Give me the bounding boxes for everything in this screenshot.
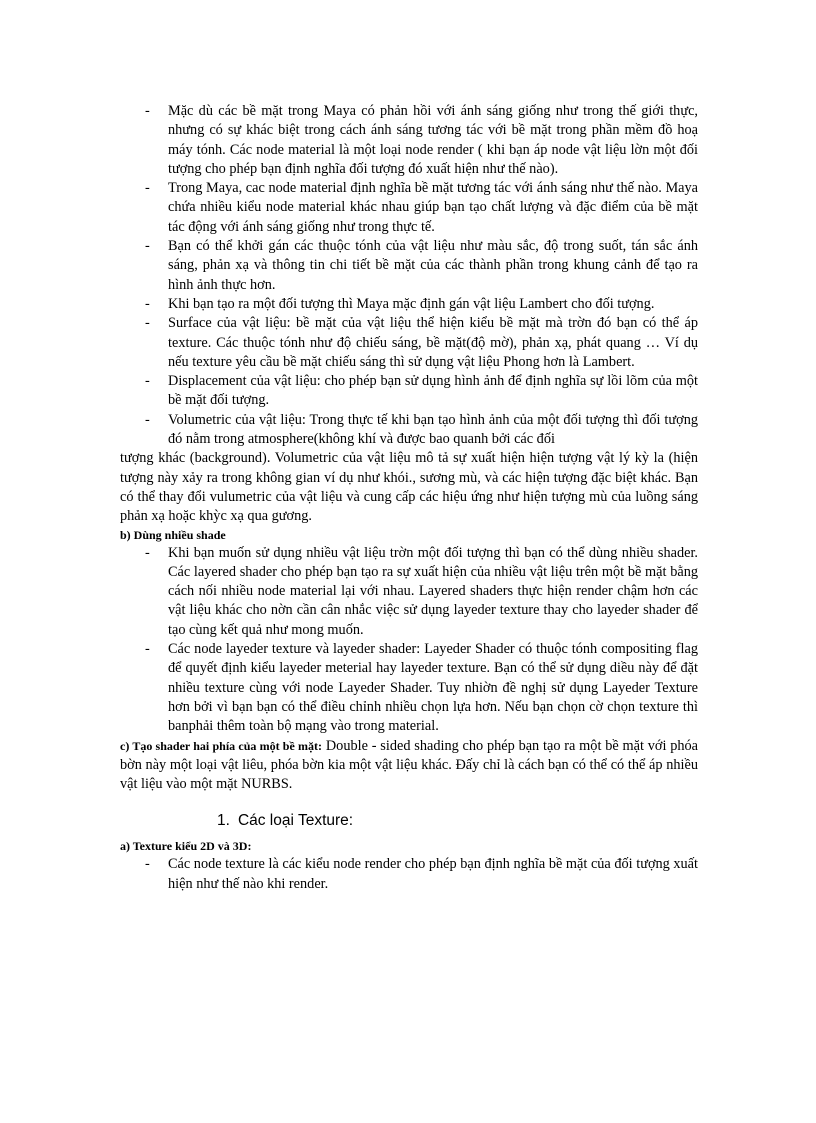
list-item (120, 295, 698, 314)
list-item-text: Trong Maya, cac node material định nghĩa bề mặt tương tác với ánh sáng như thế nào. Maya chứa nhiều kiểu node material khác nhau giúp bạn tạo chất lượng và đặc điểm của bề mặt tác động với ánh sáng giống như trong thực tế. (168, 180, 698, 235)
list-item (120, 372, 698, 411)
list-item (120, 179, 698, 237)
list-dash: - (145, 295, 150, 312)
list-item-text: Displacement của vật liệu: cho phép bạn sử dụng hình ảnh để định nghĩa sự lồi lõm của một bề mặt đối tượng. (168, 373, 698, 409)
list-dash: - (145, 641, 150, 658)
list-dash: - (145, 373, 150, 390)
material-list (120, 102, 698, 449)
list-item-text: Volumetric của vật liệu: Trong thực tế khi bạn tạo hình ảnh của một đối tượng thì đối tượng đó nằm trong atmosphere(không khí và được bao quanh bởi các đối (168, 411, 698, 448)
list-item (120, 411, 698, 450)
list-dash: - (145, 411, 150, 428)
list-item-text: Bạn có thể khởi gán các thuộc tónh của vật liệu như màu sắc, độ trong suốt, tán sắc ánh sáng, phản xạ và thông tin chi tiết bề mặt của các thành phần trong khung cảnh để tạo ra hình ảnh thực hơn. (168, 238, 698, 293)
list-item-text: Khi bạn muốn sử dụng nhiều vật liệu trờn một đối tượng thì bạn có thể dùng nhiều shader. Các layered shader cho phép bạn tạo ra sự xuất hiện của nhiều vật liệu trên một bề mặt bằng cách nối nhiều node material lại với nhau. Layered shaders thực hiện render chậm hơn các vật liệu khác cho nờn cần cân nhắc việc sử dụng layeder texture thay cho layeder shader để tạo cùng kết quả như mong muốn. (168, 544, 698, 638)
section-1-title (120, 810, 698, 832)
volumetric-continuation: tượng khác (background). Volumetric của vật liệu mô tả sự xuất hiện hiện tượng vật lý kỳ la (hiện tượng này xảy ra trong không gian ví dụ như khói., sương mù, và các hiện tượng đặc biệt khác. Bạn có thể thay đổi vulumetric của vật liệu và cung cấp các hiệu ứng như hiện tượng mù của luồng sáng phản xạ hoặc khỳc xạ qua gương. (120, 450, 698, 525)
section-1-text: Các loại Texture: (237, 812, 354, 830)
list-item (120, 640, 698, 736)
section-c-text: Double - sided shading cho phép bạn tạo ra một bề mặt với phóa bờn này một loại vật liêu, phóa bờn kia một vật liệu khác. Đấy chỉ là cách bạn có thể có thể áp nhiều vật liệu vào một mặt NURBS. (120, 737, 699, 793)
shader-list (120, 544, 698, 737)
section-b-heading: b) Dùng nhiều shade (120, 527, 226, 542)
section-c-paragraph (120, 737, 698, 795)
list-item-text: Các node layeder texture và layeder shader: Layeder Shader có thuộc tónh compositing flag để quyết định kiểu layeder meterial hay layeder texture. Bạn có thể sử dụng diều này để đặt nhiều texture cùng với node Layeder Shader. Tuy nhiờn đề nghị sử dụng Layeder Texture hơn bởi vì bạn bạn có thể điều chỉnh nhiều chọn lựa hơn. Nếu bạn chọn cờ chọn texture thì banphải thêm toàn bộ mạng vào trong material. (168, 641, 698, 735)
texture-list (120, 855, 698, 894)
list-item-text: Surface của vật liệu: bề mặt của vật liệu thể hiện kiểu bề mặt mà trờn đó bạn có thể áp texture. Các thuộc tónh như độ chiếu sáng, bề mặt(độ mờ), phản xạ, phát quang … Ví dụ nếu texture yêu cầu bề mặt chiếu sáng thì sử dụng vật liệu Phong hơn là Lambert. (168, 315, 698, 370)
list-dash: - (145, 180, 150, 197)
section-a-heading: a) Texture kiểu 2D và 3D: (120, 839, 252, 854)
list-item-text: Mặc dù các bề mặt trong Maya có phản hồi với ánh sáng giống như trong thế giới thực, nhưng có sự khác biệt trong cách ánh sáng tương tác với bề mặt trong phần mềm đồ hoạ máy tónh. Các node material là một loại node render ( khi bạn áp node vật liệu lờn một đối tượng cho phép bạn định nghĩa đối tượng đó xuất hiện như thế nào). (168, 103, 698, 177)
list-item (120, 544, 698, 640)
list-dash: - (145, 856, 150, 873)
list-item (120, 855, 698, 894)
list-item (120, 237, 698, 295)
section-c-label: c) Tạo shader hai phía của một bề mặt: (120, 738, 323, 753)
list-item (120, 314, 698, 372)
list-dash: - (145, 315, 150, 332)
list-item-text: Khi bạn tạo ra một đối tượng thì Maya mặc định gán vật liệu Lambert cho đối tượng. (168, 295, 655, 312)
list-dash: - (145, 103, 150, 119)
section-1-number: 1. (217, 812, 230, 830)
page-content (120, 102, 698, 894)
list-dash: - (145, 544, 150, 561)
list-item (120, 102, 698, 179)
list-dash: - (145, 238, 150, 255)
list-item-text: Các node texture là các kiểu node render cho phép bạn định nghĩa bề mặt của đối tượng xuất hiện như thế nào khi render. (168, 856, 698, 892)
